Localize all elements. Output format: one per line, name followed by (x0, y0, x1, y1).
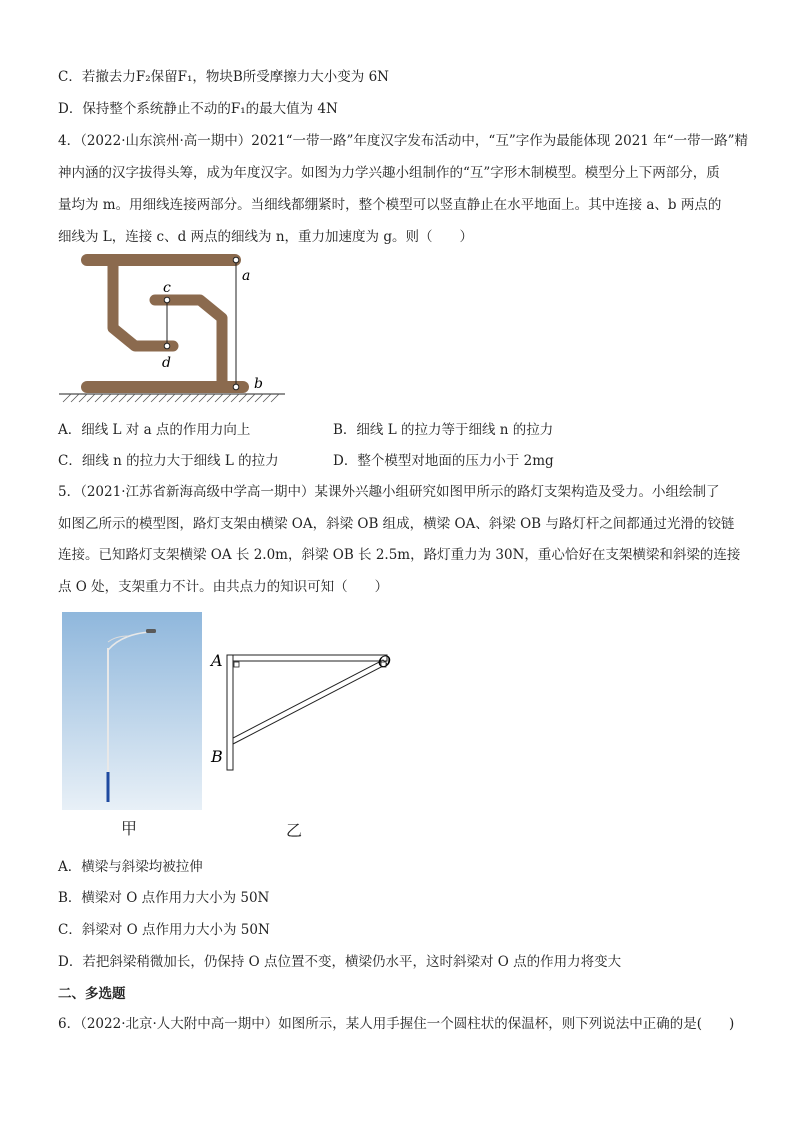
figure-q5-photo (62, 612, 202, 810)
q4-line2: 神内涵的汉字拔得头筹，成为年度汉字。如图为力学兴趣小组制作的“互”字形木制模型。模型分上下两部分，质 (58, 165, 720, 181)
caption-jia: 甲 (121, 819, 138, 838)
point-d (164, 343, 170, 349)
q5-option-a: A．横梁与斜梁均被拉伸 (58, 859, 203, 875)
lamp-pole-model (227, 655, 233, 770)
q4-line3: 量均为 m。用细线连接两部分。当细线都绷紧时，整个模型可以竖直静止在水平地面上。其中连接 a、b 两点的 (58, 197, 722, 213)
caption-yi: 乙 (286, 821, 303, 840)
section-heading-multiple-choice: 二、多选题 (58, 986, 126, 1002)
sky-background (62, 612, 202, 810)
q5-option-d: D．若把斜梁稍微加长，仍保持 O 点位置不变，横梁仍水平，这时斜梁对 O 点的作用力将变大 (58, 954, 622, 970)
ground-hatch (63, 394, 279, 402)
beam-OB (233, 660, 387, 744)
top-bar (81, 254, 241, 266)
label-c: c (163, 280, 171, 296)
label-O: O (377, 652, 391, 671)
q5-line1: 5．（2021·江苏省新海高级中学高一期中）某课外兴趣小组研究如图甲所示的路灯支架构造及受力。小组绘制了 (58, 484, 720, 500)
q5-option-c: C．斜梁对 O 点作用力大小为 50N (58, 922, 270, 938)
option-d-q3: D．保持整个系统静止不动的F₁的最大值为 4N (58, 101, 338, 117)
label-B: B (211, 747, 223, 766)
q6-line1: 6．（2022·北京·人大附中高一期中）如图所示，某人用手握住一个圆柱状的保温杯，则下列说法中正确的是( ) (58, 1016, 735, 1032)
q5-line2: 如图乙所示的模型图，路灯支架由横梁 OA，斜梁 OB 组成，横梁 OA、斜梁 OB 与路灯杆之间都通过光滑的铰链 (58, 516, 735, 532)
beam-OA (233, 655, 387, 661)
label-b: b (254, 376, 263, 392)
point-a (233, 257, 239, 263)
q4-option-d: D．整个模型对地面的压力小于 2mg (333, 453, 554, 469)
label-a: a (242, 268, 251, 284)
q4-option-c: C．细线 n 的拉力大于细线 L 的拉力 (58, 453, 279, 469)
option-c-q3: C．若撤去力F₂保留F₁，物块B所受摩擦力大小变为 6N (58, 69, 389, 85)
q4-line1: 4．（2022·山东滨州·高一期中）2021“一带一路”年度汉字发布活动中，“互”字作为最能体现 2021 年“一带一路”精 (58, 133, 748, 149)
point-b (233, 384, 239, 390)
label-d: d (162, 355, 171, 371)
figure-q4-model (55, 248, 295, 410)
q5-line4: 点 O 处，支架重力不计。由共点力的知识可知（ ） (58, 579, 389, 595)
q4-option-a: A．细线 L 对 a 点的作用力向上 (58, 422, 251, 438)
point-c (164, 297, 170, 303)
q5-option-b: B．横梁对 O 点作用力大小为 50N (58, 890, 270, 906)
label-A: A (211, 651, 223, 670)
lamp-head (146, 629, 156, 633)
figure-q5-model (205, 645, 395, 780)
q5-line3: 连接。已知路灯支架横梁 OA 长 2.0m，斜梁 OB 长 2.5m，路灯重力为 30N，重心恰好在支架横梁和斜梁的连接 (58, 547, 741, 563)
hinge-A (234, 662, 239, 667)
q4-line4: 细线为 L，连接 c、d 两点的细线为 n，重力加速度为 g。则（ ） (58, 229, 473, 245)
q4-option-b: B．细线 L 的拉力等于细线 n 的拉力 (333, 422, 554, 438)
